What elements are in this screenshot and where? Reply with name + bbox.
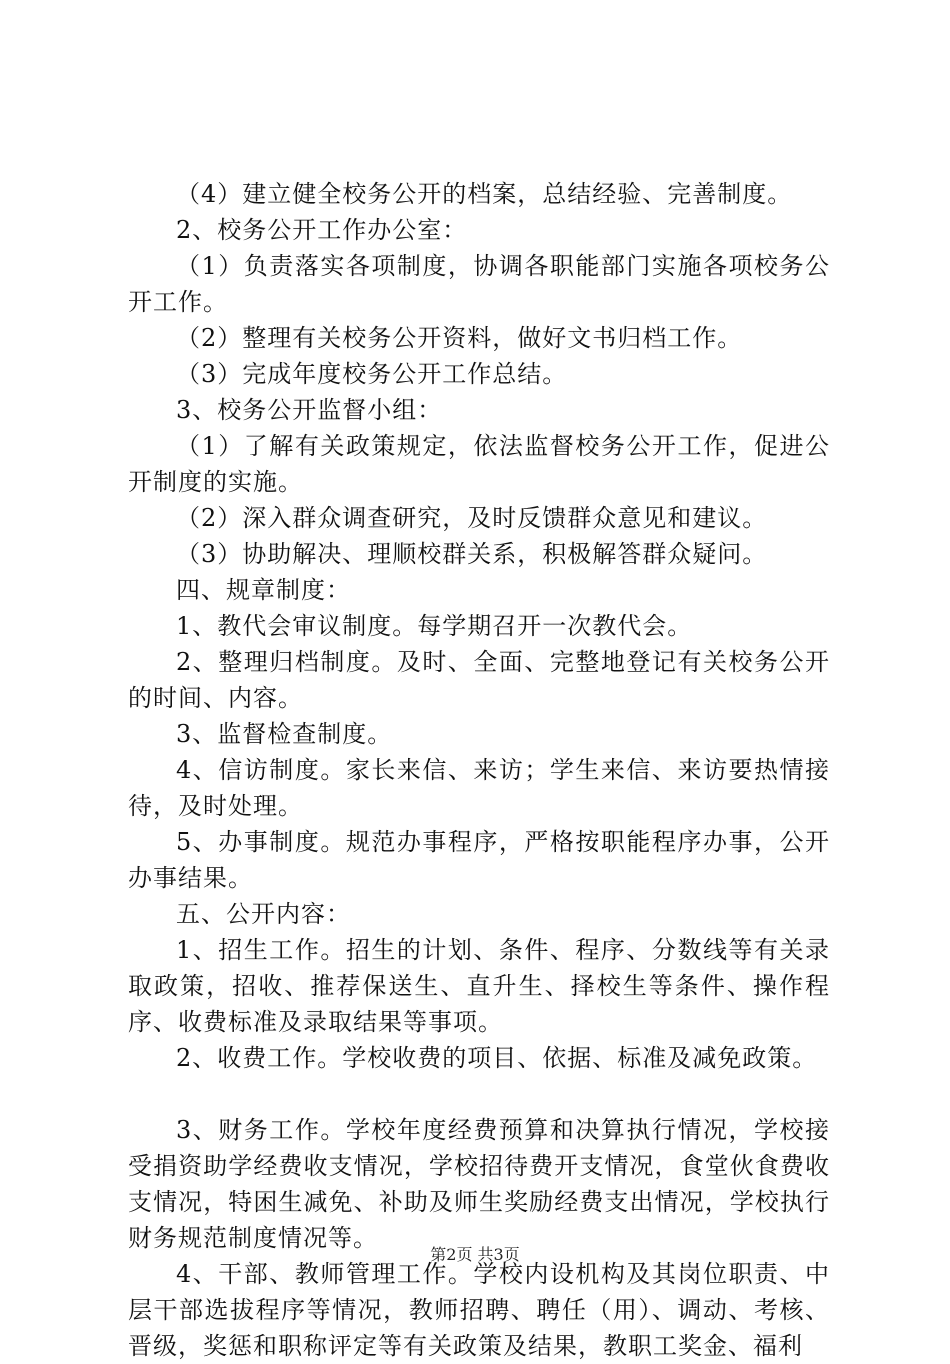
paragraph: （3）完成年度校务公开工作总结。 — [176, 360, 568, 388]
paragraph: 3、监督检查制度。 — [176, 720, 393, 748]
paragraph: （2）深入群众调查研究，及时反馈群众意见和建议。 — [176, 504, 768, 532]
paragraph: 5、办事制度。规范办事程序，严格按职能程序办事，公开办事结果。 — [128, 828, 830, 892]
document-body — [128, 176, 830, 1364]
section-heading: 五、公开内容： — [176, 900, 351, 928]
paragraph: 4、信访制度。家长来信、来访；学生来信、来访要热情接待，及时处理。 — [128, 756, 830, 820]
paragraph: 1、招生工作。招生的计划、条件、程序、分数线等有关录取政策，招收、推荐保送生、直升生、择校生等条件、操作程序、收费标准及录取结果等事项。 — [128, 936, 830, 1036]
paragraph: （2）整理有关校务公开资料，做好文书归档工作。 — [176, 324, 743, 352]
paragraph: （1）负责落实各项制度，协调各职能部门实施各项校务公开工作。 — [128, 252, 830, 316]
paragraph: （4）建立健全校务公开的档案，总结经验、完善制度。 — [176, 180, 793, 208]
paragraph: 4、干部、教师管理工作。学校内设机构及其岗位职责、中层干部选拔程序等情况，教师招聘、聘任（用）、调动、考核、晋级，奖惩和职称评定等有关政策及结果，教职工奖金、福利 — [128, 1260, 830, 1360]
section-heading: 2、校务公开工作办公室： — [176, 216, 468, 244]
paragraph: 1、教代会审议制度。每学期召开一次教代会。 — [176, 612, 693, 640]
paragraph: （1）了解有关政策规定，依法监督校务公开工作，促进公开制度的实施。 — [128, 432, 830, 496]
paragraph: 2、整理归档制度。及时、全面、完整地登记有关校务公开的时间、内容。 — [128, 648, 830, 712]
paragraph: （3）协助解决、理顺校群关系，积极解答群众疑问。 — [176, 540, 768, 568]
paragraph: 3、财务工作。学校年度经费预算和决算执行情况，学校接受捐资助学经费收支情况，学校招待费开支情况，食堂伙食费收支情况，特困生减免、补助及师生奖励经费支出情况，学校执行财务规范制度情况等。 — [128, 1116, 830, 1252]
blank-line — [128, 1076, 830, 1112]
page-footer: 第2页 共3页 — [430, 1245, 520, 1264]
section-heading: 3、校务公开监督小组： — [176, 396, 443, 424]
paragraph: 2、收费工作。学校收费的项目、依据、标准及减免政策。 — [176, 1044, 818, 1072]
section-heading: 四、规章制度： — [176, 576, 351, 604]
